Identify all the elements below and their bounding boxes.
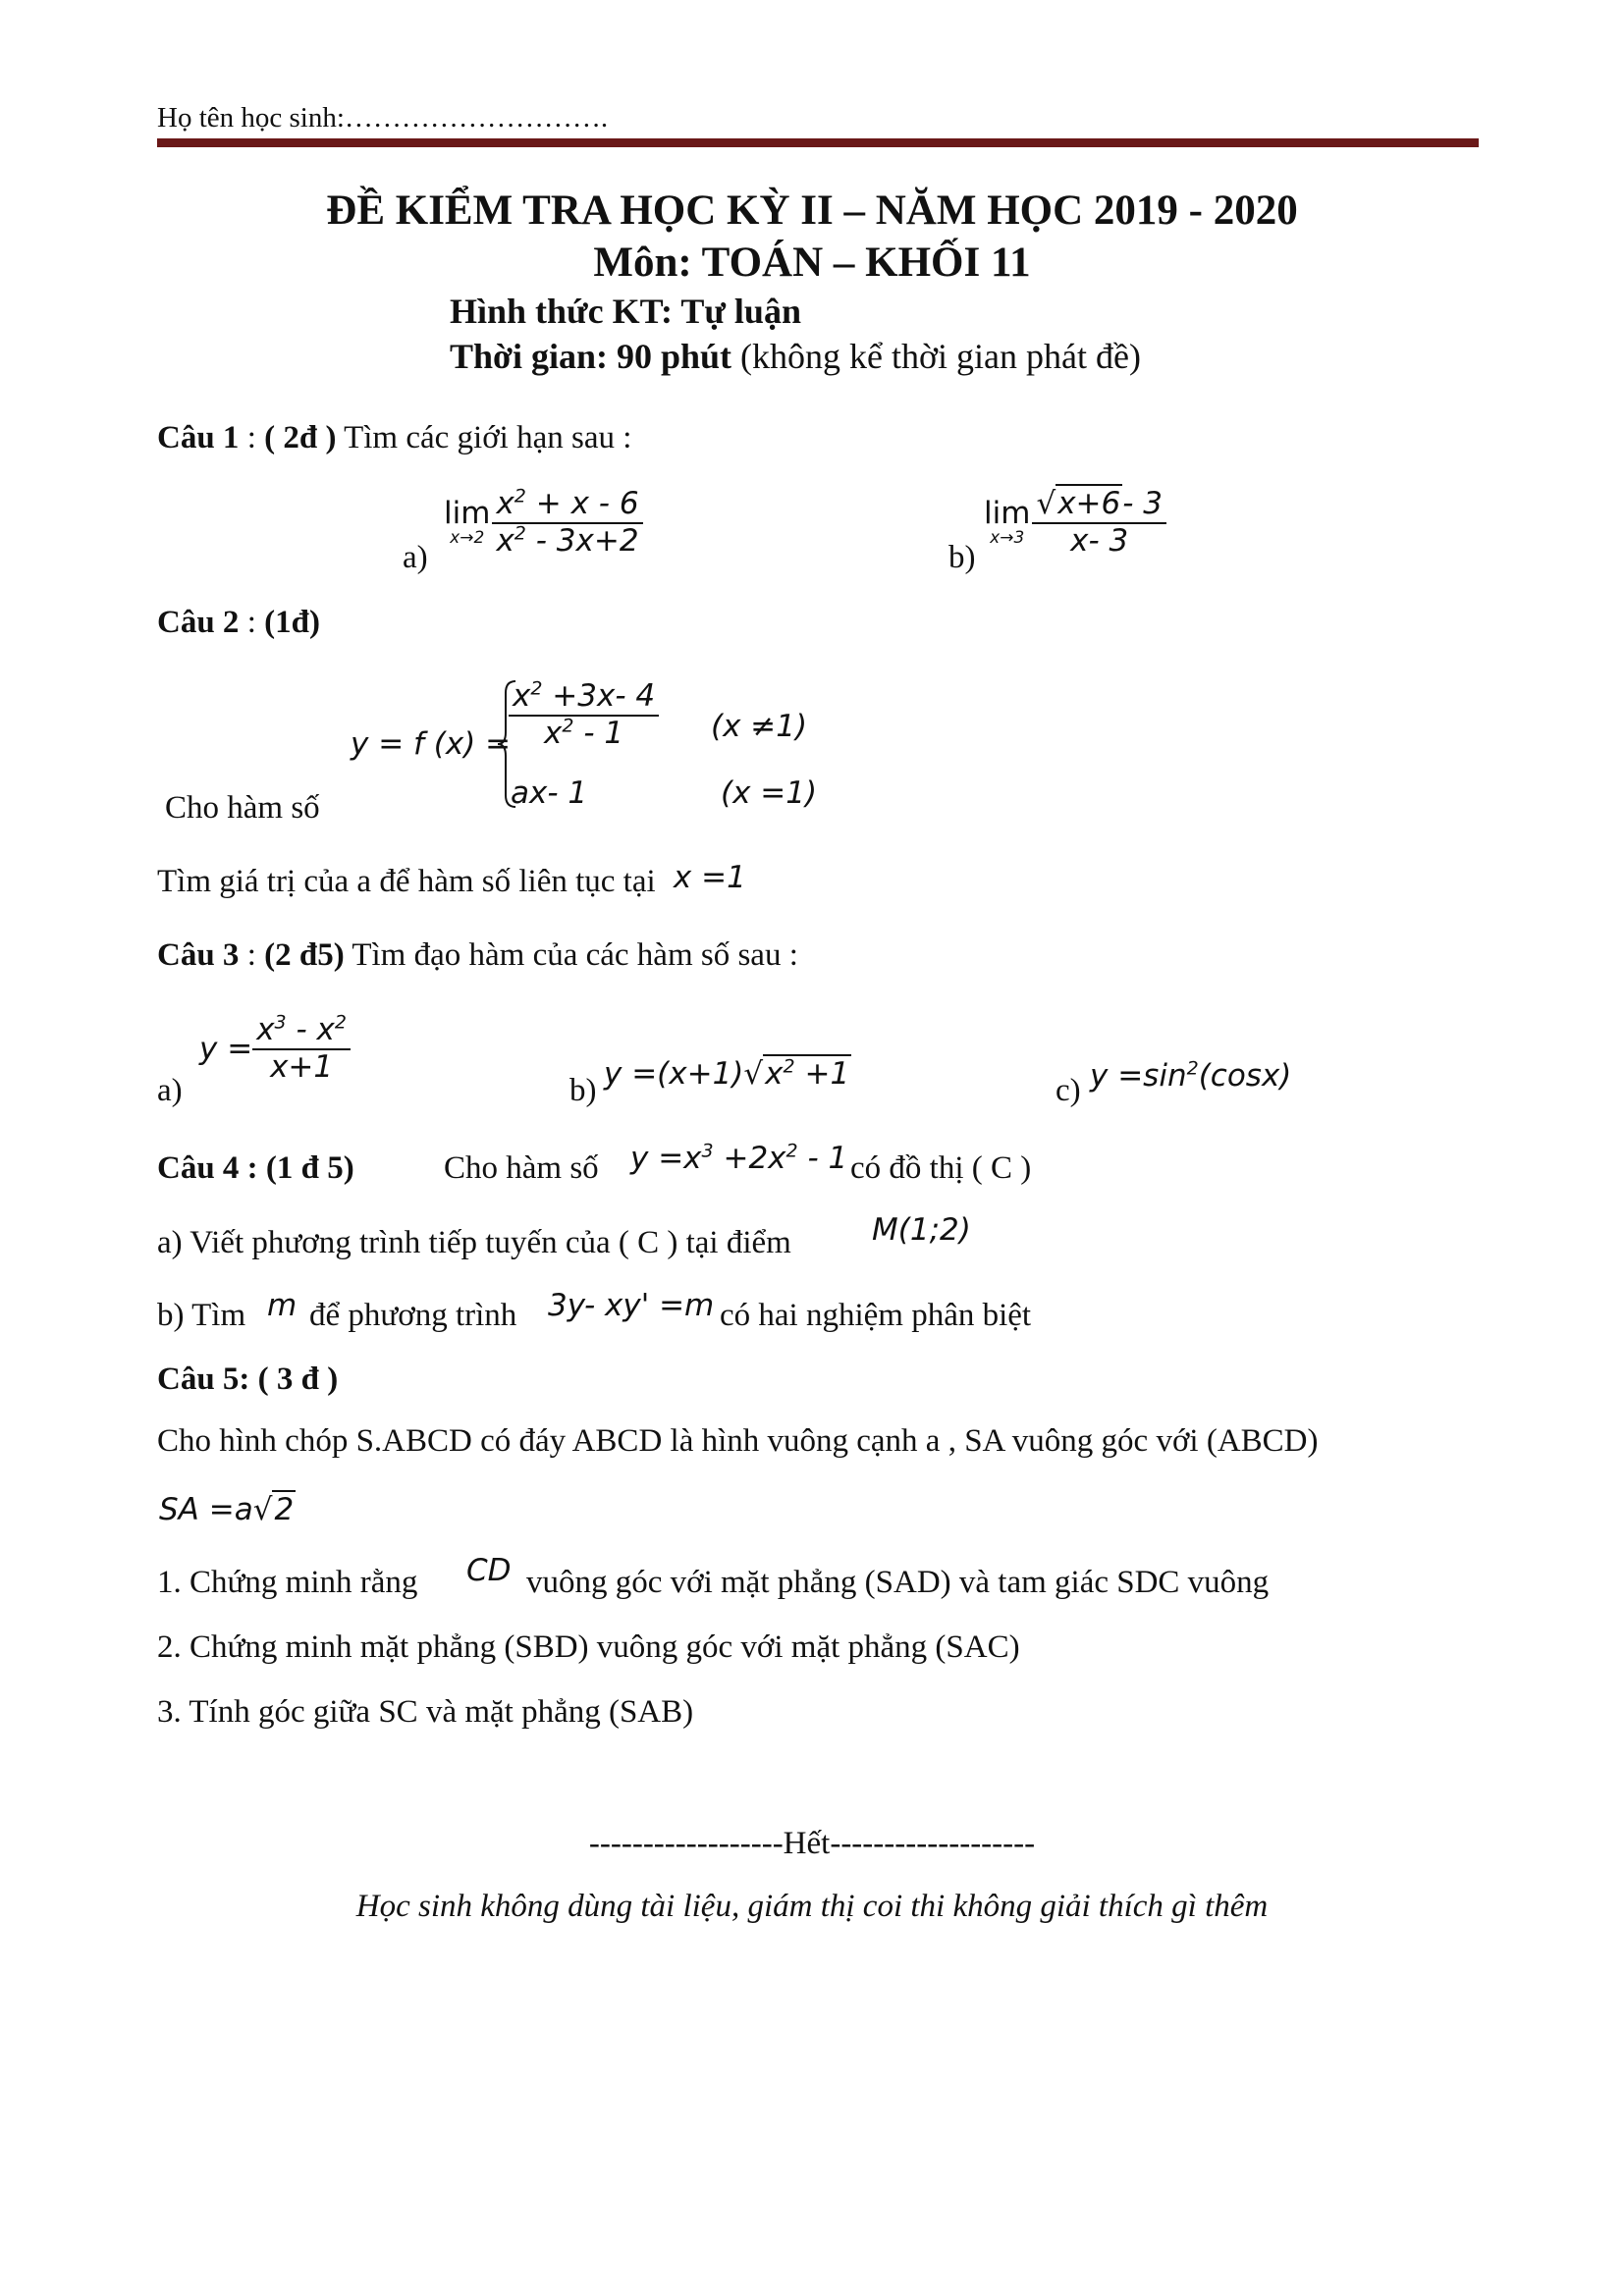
q1b-numerator: √x+6- 3: [1032, 487, 1166, 524]
q4a-text: a) Viết phương trình tiếp tuyến của ( C ) tại điểm: [157, 1225, 791, 1260]
q3a-label: a): [157, 1073, 183, 1108]
q3-label: Câu 3: [157, 937, 240, 973]
q1a-lim-word: lim: [444, 495, 491, 531]
q1b-expression: [984, 487, 1166, 559]
q5-item1-math: CD: [466, 1553, 512, 1588]
q4-text1: Cho hàm số: [444, 1150, 599, 1186]
footer-note: Học sinh không dùng tài liệu, giám thị coi thi không giải thích gì thêm: [355, 1889, 1269, 1924]
exam-subject: Môn: TOÁN – KHỐI 11: [593, 240, 1031, 286]
exam-time-bold: Thời gian: 90 phút: [450, 337, 732, 376]
q3-sep: :: [239, 937, 265, 973]
q1b-limit: [984, 495, 1031, 548]
q2-case1: [509, 679, 659, 751]
q3-heading: [157, 937, 798, 974]
q1b-lim-word: lim: [984, 495, 1031, 531]
q2-case2: ax- 1: [511, 775, 588, 811]
q5-item1-text: 1. Chứng minh rằng: [157, 1565, 418, 1600]
q1a-expression: [444, 487, 643, 559]
q4b-text3: có hai nghiệm phân biệt: [720, 1298, 1032, 1333]
q3b-expression: $y =(x+1)√x^2 +1$: [604, 1055, 850, 1092]
q1a-fraction: [492, 487, 642, 559]
q1-heading: [157, 420, 631, 456]
q1b-lim-sub: x→3: [990, 527, 1025, 548]
q2-task-math: x =1: [673, 860, 746, 895]
q1a-limit: [444, 495, 491, 548]
q2-case1-condition: (x ≠1): [711, 709, 808, 744]
q2-task-text: Tìm giá trị của a để hàm số liên tục tại: [157, 864, 656, 899]
q2-intro: Cho hàm số: [165, 790, 320, 826]
q3a-lhs: y =: [199, 1031, 253, 1067]
q1b-denominator: x- 3: [1070, 522, 1129, 559]
student-name-line: Họ tên học sinh:……………………….: [157, 102, 609, 133]
q1b-fraction: [1032, 487, 1166, 559]
q1a-label: a): [403, 540, 428, 575]
q2-lhs: y = f (x) =: [351, 726, 512, 762]
exam-title: ĐỀ KIỂM TRA HỌC KỲ II – NĂM HỌC 2019 - 2020: [326, 187, 1298, 234]
exam-form: Hình thức KT: Tự luận: [450, 292, 801, 331]
q1b-label: b): [948, 540, 976, 575]
header-rule: [157, 138, 1479, 147]
q4-text2: có đồ thị ( C ): [850, 1150, 1032, 1186]
q1a-numerator: $x^2 + x - 6$: [492, 487, 642, 524]
exam-time-note: (không kể thời gian phát đề): [740, 337, 1141, 376]
q4a-point: M(1;2): [872, 1212, 971, 1248]
q1a-denominator: $x^2 - 3x+2$: [496, 522, 639, 559]
q3-text: Tìm đạo hàm của các hàm số sau :: [344, 937, 798, 973]
q2-sep: :: [239, 605, 265, 640]
exam-time: [450, 336, 1141, 377]
q5-item3: 3. Tính góc giữa SC và mặt phẳng (SAB): [157, 1694, 694, 1730]
q2-heading: [157, 605, 320, 641]
q5-sa: SA =a√2: [159, 1492, 295, 1527]
q1-text: Tìm các giới hạn sau :: [336, 420, 632, 455]
q2-case1-fraction: [509, 679, 659, 751]
q1-label: Câu 1: [157, 420, 240, 455]
q4b-m: m: [267, 1288, 298, 1323]
q4b-text1: b) Tìm: [157, 1298, 246, 1333]
q5-text: Cho hình chóp S.ABCD có đáy ABCD là hình vuông cạnh a , SA vuông góc với (ABCD): [157, 1423, 1319, 1459]
q5-label: Câu 5: ( 3 đ ): [157, 1362, 339, 1397]
q3a-numerator: $x^3 - x^2$: [252, 1013, 351, 1050]
q4-function: $y =x^3 +2x^2 - 1$: [630, 1140, 848, 1176]
q3c-expression: $y =\sin^2(\cos x)$: [1090, 1057, 1292, 1094]
q2-points: (1đ): [264, 605, 320, 640]
q2-case1-denominator: $x^2 - 1$: [544, 715, 624, 751]
q4b-equation: 3y- xy' =m: [548, 1288, 715, 1323]
q2-case1-numerator: $x^2 +3x-$ 4: [509, 679, 659, 717]
q2-label: Câu 2: [157, 605, 240, 640]
q2-case2-condition: (x =1): [721, 775, 818, 811]
q3c-label: c): [1056, 1073, 1081, 1108]
q4b-text2: để phương trình: [309, 1298, 517, 1333]
q2-task: [157, 860, 746, 900]
q1a-lim-sub: x→2: [450, 527, 485, 548]
q5-item2: 2. Chứng minh mặt phẳng (SBD) vuông góc với mặt phẳng (SAC): [157, 1629, 1020, 1665]
q1-sep: :: [239, 420, 265, 455]
q5-item1-rest: vuông góc với mặt phẳng (SAD) và tam giác SDC vuông: [526, 1565, 1270, 1600]
q1-points: ( 2đ ): [264, 420, 337, 455]
q3a-denominator: x+1: [270, 1048, 334, 1085]
q4-label: Câu 4 : (1 đ 5): [157, 1150, 354, 1186]
q3b-label: b): [569, 1073, 597, 1108]
q3-points: (2 đ5): [264, 937, 345, 973]
q3a-expression: [199, 1013, 351, 1085]
end-marker: ------------------Hết-------------------: [588, 1826, 1036, 1861]
q3a-fraction: [252, 1013, 351, 1085]
